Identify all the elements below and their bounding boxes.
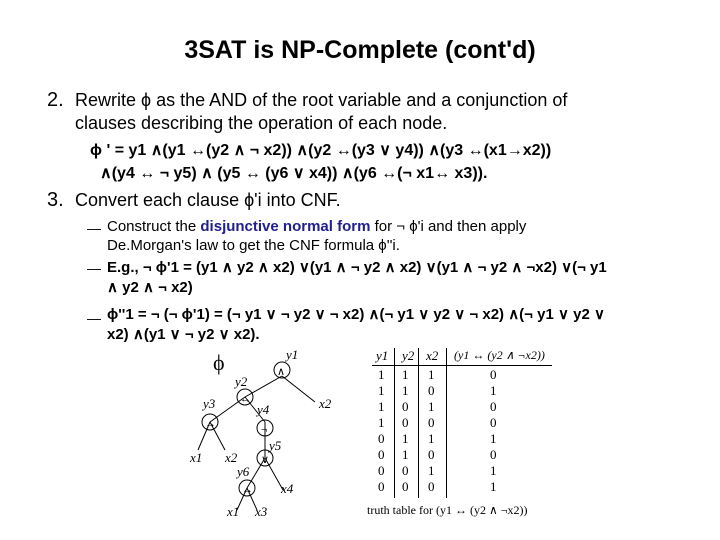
sub-item-text: x2) ∧(y1 ∨ ¬ y2 ∨ x2). <box>107 326 260 343</box>
leaf-label-x4: x4 <box>281 481 294 496</box>
table-cell: 1 <box>490 383 497 398</box>
table-row <box>372 463 552 479</box>
node-label-y3: y3 <box>203 396 216 411</box>
item-text: Rewrite ϕ as the AND of the root variable and a conjunction of <box>75 90 568 110</box>
sub-item-text: ∧ y2 ∧ ¬ x2) <box>107 279 193 296</box>
leaf-label-x3: x3 <box>255 504 268 519</box>
table-cell: 0 <box>378 447 385 462</box>
disjunctive-normal-form-term: disjunctive normal form <box>200 218 371 235</box>
leaf-label-x2: x2 <box>225 450 238 465</box>
table-cell: 0 <box>490 447 497 462</box>
header-x2: x2 <box>426 348 439 363</box>
header-formula: (y1 ↔ (y2 ∧ ¬x2)) <box>454 348 545 362</box>
table-cell: 1 <box>428 399 435 414</box>
leaf-label-x2: x2 <box>319 396 332 411</box>
table-cell: 1 <box>378 367 385 382</box>
table-cell: 0 <box>428 383 435 398</box>
leaf-label-x1: x1 <box>227 504 240 519</box>
table-row <box>372 479 552 495</box>
table-row <box>372 415 552 431</box>
table-cell: 1 <box>378 415 385 430</box>
table-cell: 1 <box>490 463 497 478</box>
formula-line: ϕ ' = y1 ∧(y1 ↔(y2 ∧ ¬ x2)) ∧(y2 ↔(y3 ∨ y4)) ∧(y3 ↔(x1→x2)) <box>90 142 552 159</box>
table-cell: 1 <box>490 431 497 446</box>
item-number: 3. <box>47 189 64 211</box>
iff-operator: ↔ <box>242 484 253 496</box>
iff-operator: ↔ <box>240 393 251 405</box>
sub-item-text: De.Morgan's law to get the CNF formula ϕ''i. <box>107 237 400 254</box>
item-number: 2. <box>47 89 64 111</box>
node-label-y6: y6 <box>237 464 250 479</box>
and-operator: ∧ <box>277 366 286 378</box>
truth-table <box>367 348 562 523</box>
header-y2: y2 <box>402 348 415 363</box>
sub-item-text-post: for ¬ ϕ'i and then apply <box>370 218 527 235</box>
table-cell: 0 <box>402 399 409 414</box>
or-operator: ∨ <box>261 454 270 466</box>
sub-item-text: ϕ''1 = ¬ (¬ ϕ'1) = (¬ y1 ∨ ¬ y2 ∨ ¬ x2) ∧(¬ y1 ∨ y2 ∨ ¬ x2) ∧(¬ y1 ∨ y2 ∨ <box>107 306 605 323</box>
table-cell: 1 <box>402 383 409 398</box>
table-cell: 0 <box>378 479 385 494</box>
sub-item-text: E.g., ¬ ϕ'1 = (y1 ∧ y2 ∧ x2) ∨(y1 ∧ ¬ y2 ∧ x2) ∨(y1 ∧ ¬ y2 ∧ ¬x2) ∨(¬ y1 <box>107 259 607 276</box>
table-cell: 0 <box>490 367 497 382</box>
table-cell: 0 <box>428 415 435 430</box>
table-cell: 0 <box>490 399 497 414</box>
table-cell: 1 <box>402 447 409 462</box>
truth-table-caption: truth table for (y1 ↔ (y2 ∧ ¬x2)) <box>367 503 528 517</box>
leaf-label-x1: x1 <box>190 450 203 465</box>
item-text: Convert each clause ϕ'i into CNF. <box>75 190 341 210</box>
phi-label: ϕ <box>213 350 225 375</box>
header-y1: y1 <box>376 348 389 363</box>
formula-line: ∧(y4 ↔ ¬ y5) ∧ (y5 ↔ (y6 ∨ x4)) ∧(y6 ↔(¬ x1↔ x3)). <box>100 165 488 182</box>
sub-item-text <box>107 218 526 235</box>
table-cell: 1 <box>428 463 435 478</box>
table-row <box>372 367 552 383</box>
sub-item-text-pre: Construct the <box>107 218 201 235</box>
table-row <box>372 383 552 399</box>
table-cell: 1 <box>490 479 497 494</box>
table-cell: 0 <box>378 463 385 478</box>
bullet-dash: — <box>87 260 101 276</box>
node-label-y5: y5 <box>269 438 282 453</box>
table-cell: 0 <box>402 415 409 430</box>
table-cell: 1 <box>378 399 385 414</box>
table-row <box>372 431 552 447</box>
bullet-dash: — <box>87 310 101 326</box>
table-cell: 1 <box>402 431 409 446</box>
table-row <box>372 447 552 463</box>
table-cell: 0 <box>402 463 409 478</box>
node-label-y1: y1 <box>286 347 299 362</box>
table-cell: 0 <box>428 479 435 494</box>
slide-title: 3SAT is NP-Complete (cont'd) <box>184 36 536 64</box>
table-cell: 1 <box>428 431 435 446</box>
implies-operator: → <box>205 418 216 430</box>
header-divider <box>372 365 552 366</box>
bullet-dash: — <box>87 220 101 236</box>
table-cell: 0 <box>428 447 435 462</box>
table-cell: 1 <box>378 383 385 398</box>
table-cell: 0 <box>402 479 409 494</box>
node-label-y2: y2 <box>235 374 248 389</box>
node-label-y4: y4 <box>257 402 270 417</box>
table-row <box>372 399 552 415</box>
table-cell: 1 <box>402 367 409 382</box>
not-operator: ¬ <box>261 424 268 436</box>
item-text: clauses describing the operation of each node. <box>75 113 448 133</box>
formula-tree <box>185 340 350 520</box>
table-cell: 0 <box>490 415 497 430</box>
table-cell: 1 <box>428 367 435 382</box>
table-cell: 0 <box>378 431 385 446</box>
